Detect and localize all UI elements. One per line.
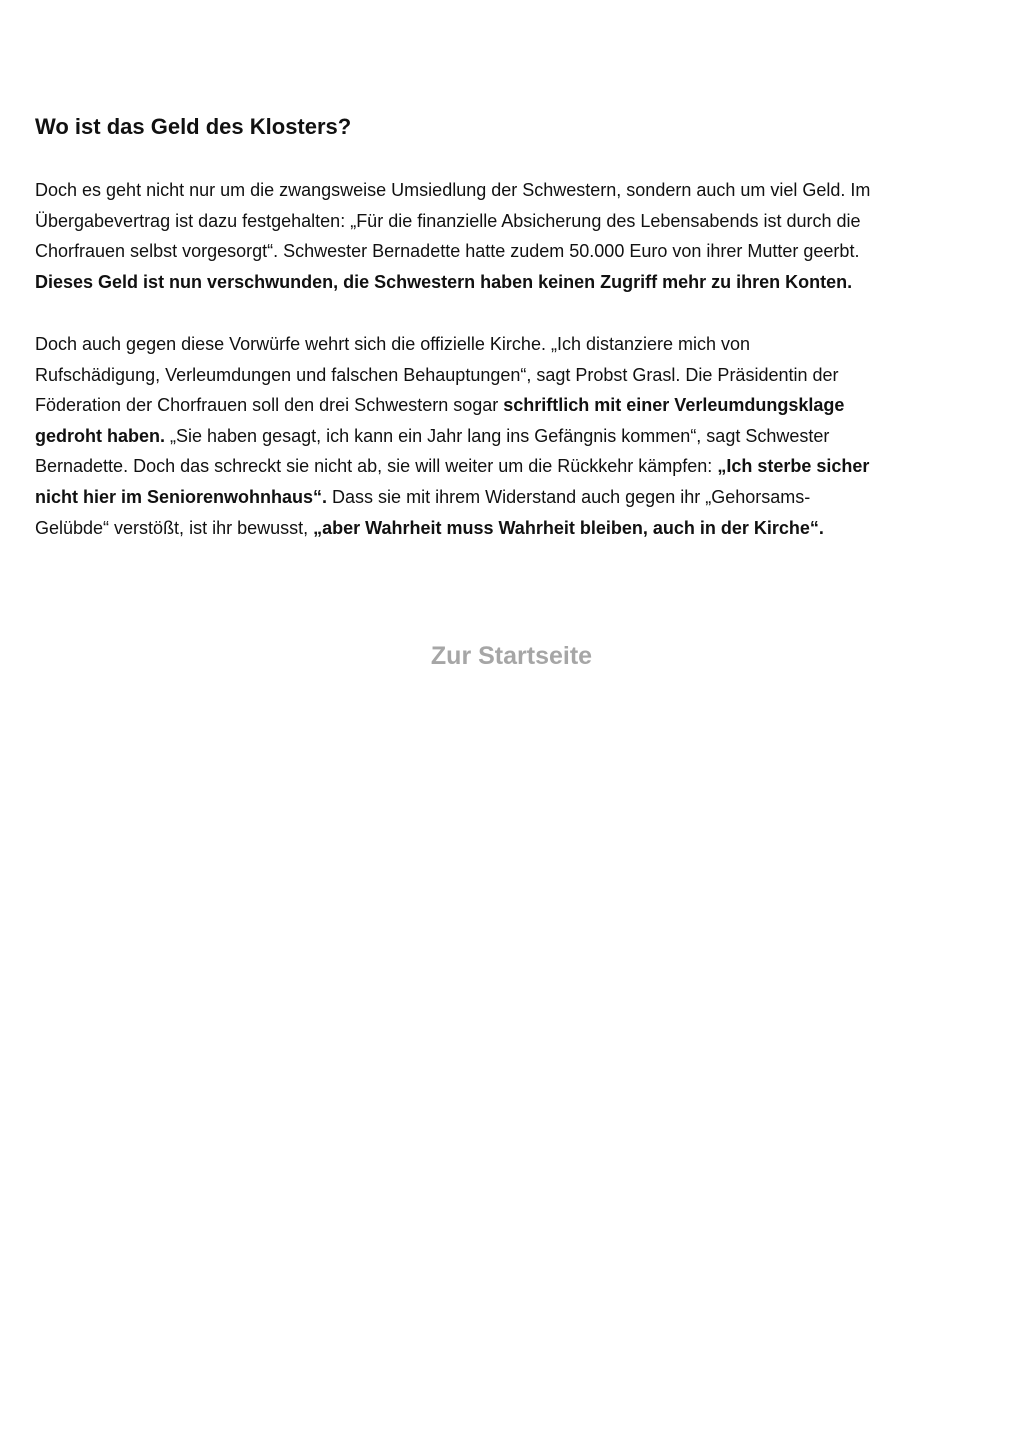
paragraph-line [35,390,869,421]
paragraph-line-bold [35,267,870,298]
paragraph-line [35,513,869,544]
plain-text: Föderation der Chorfrauen soll den drei Schwestern sogar [35,395,504,416]
bold-text: schriftlich mit einer Verleumdungsklage [503,395,845,416]
home-link[interactable]: Zur Startseite [430,642,593,670]
paragraph-line: Doch es geht nicht nur um die zwangsweise Umsiedlung der Schwestern, sondern auch um viel Geld. Im [35,180,871,200]
paragraph-line: Chorfrauen selbst vorgesorgt“. Schwester Bernadette hatte zudem 50.000 Euro von ihrer Mutter geerbt. [35,241,860,262]
article-heading: Wo ist das Geld des Klosters? [35,114,352,139]
article-paragraph-2 [35,329,869,543]
paragraph-line [35,482,869,513]
plain-text: Bernadette. Doch das schreckt sie nicht ab, sie will weiter um die Rückkehr kämpfen: [35,456,718,477]
bold-text: „Ich sterbe sicher [717,456,870,477]
bold-text: „aber Wahrheit muss Wahrheit bleiben, auch in der Kirche“. [313,517,824,538]
bold-text: Dieses Geld ist nun verschwunden, die Schwestern haben keinen Zugriff mehr zu ihren Konten. [35,271,853,292]
paragraph-line [35,421,869,452]
bold-text: nicht hier im Seniorenwohnhaus“. [35,486,328,507]
paragraph-line: Rufschädigung, Verleumdungen und falschen Behauptungen“, sagt Probst Grasl. Die Präsidentin der [35,364,839,385]
article-paragraph-1 [35,175,870,297]
paragraph-line: Übergabevertrag ist dazu festgehalten: „Für die finanzielle Absicherung des Lebensabends ist durch die [35,210,861,231]
plain-text: Gelübde“ verstößt, ist ihr bewusst, [35,517,314,538]
paragraph-line [35,451,869,482]
bold-text: gedroht haben. [35,425,165,446]
plain-text: Dass sie mit ihrem Widerstand auch gegen ihr „Gehorsams- [327,486,811,507]
paragraph-line: Doch auch gegen diese Vorwürfe wehrt sich die offizielle Kirche. „Ich distanziere mich von [35,334,751,354]
plain-text: „Sie haben gesagt, ich kann ein Jahr lang ins Gefängnis kommen“, sagt Schwester [165,425,830,446]
